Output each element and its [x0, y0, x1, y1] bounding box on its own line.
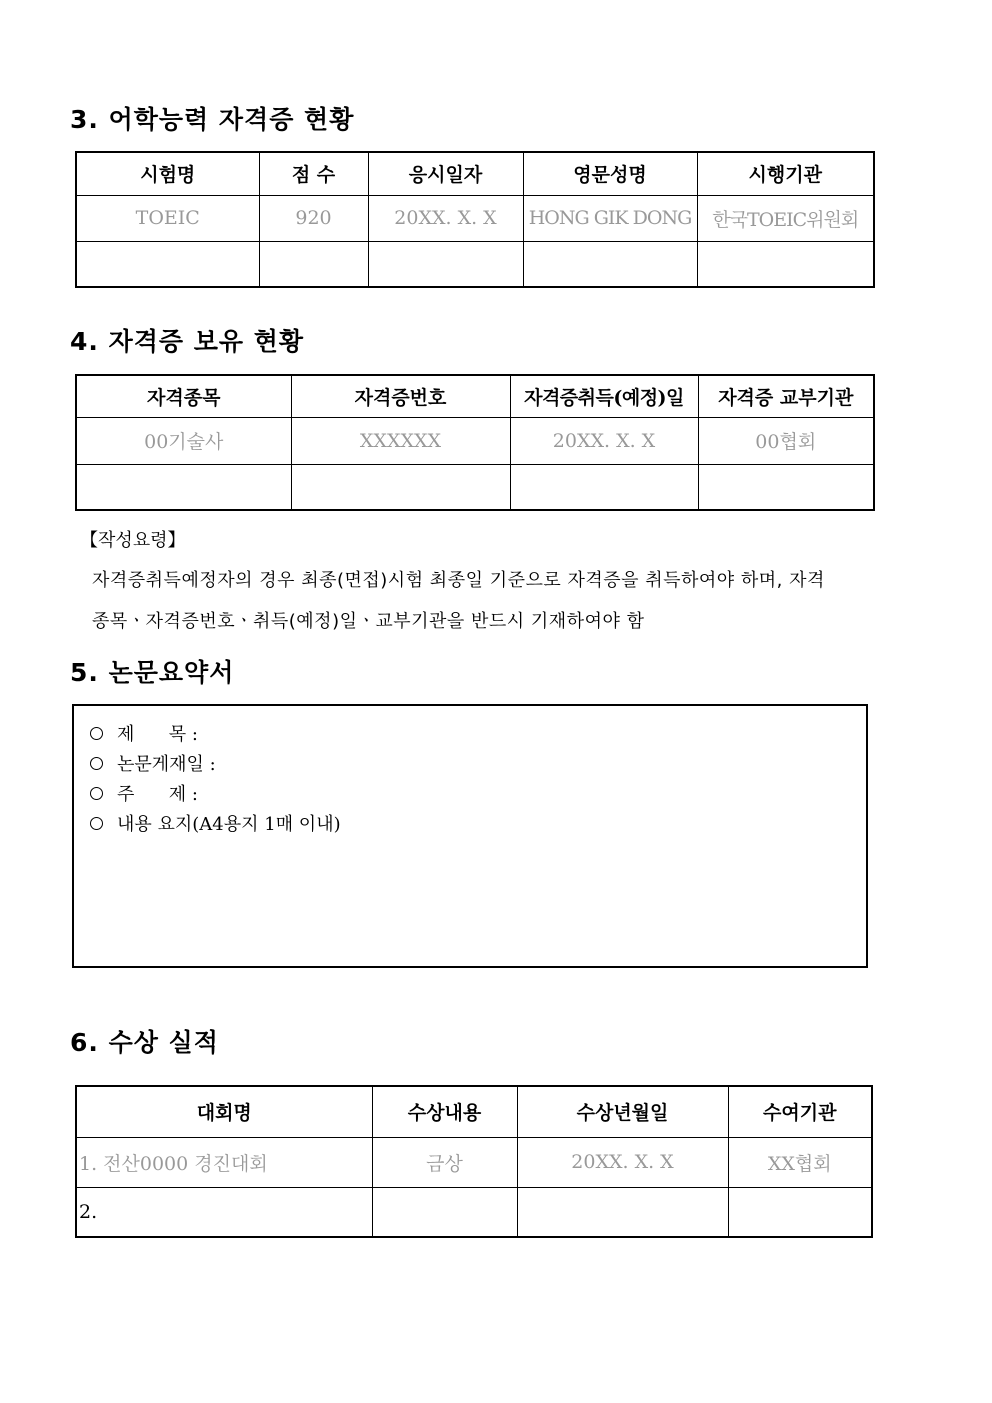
cell-award-issuer[interactable]: XX협회 [728, 1137, 872, 1187]
thesis-subject-line: 주 제 : [90, 780, 198, 806]
section-3-title: 3. 어학능력 자격증 현황 [70, 105, 355, 134]
cell-exam-date[interactable]: 20XX. X. X [368, 195, 523, 241]
cell-score[interactable] [259, 241, 368, 287]
circle-bullet-icon [90, 727, 103, 740]
cell-english-name[interactable]: HONG GIK DONG [523, 195, 697, 241]
cell-exam-name[interactable]: TOEIC [76, 195, 259, 241]
header-score: 점 수 [259, 152, 368, 195]
thesis-content-summary-line: 내용 요지(A4용지 1매 이내) [90, 810, 341, 836]
cell-award-content[interactable] [372, 1187, 517, 1237]
header-cert-number: 자격증번호 [291, 375, 510, 417]
writing-guide-line-1: 자격증취득예정자의 경우 최종(면접)시험 최종일 기준으로 자격증을 취득하여야 하며, 자격 [92, 570, 825, 591]
section-6-title: 6. 수상 실적 [70, 1028, 219, 1057]
cell-cert-issuer[interactable] [698, 464, 874, 510]
writing-guide-title: 【작성요령】 [80, 530, 186, 551]
header-award-date: 수상년월일 [517, 1086, 728, 1137]
header-cert-type: 자격종목 [76, 375, 291, 417]
award-table [75, 1085, 873, 1238]
cell-cert-number[interactable]: XXXXXX [291, 417, 510, 464]
writing-guide-line-2: 종목ㆍ자격증번호ㆍ취득(예정)일ㆍ교부기관을 반드시 기재하여야 함 [92, 611, 645, 632]
table-row [76, 241, 874, 287]
cell-score[interactable]: 920 [259, 195, 368, 241]
certificate-table [75, 374, 875, 511]
thesis-publish-date-line: 논문게재일 : [90, 750, 216, 776]
header-competition-name: 대회명 [76, 1086, 372, 1137]
table-row [76, 1187, 872, 1237]
cell-exam-date[interactable] [368, 241, 523, 287]
table-row [76, 1137, 872, 1187]
table-row [76, 417, 874, 464]
header-cert-issuer: 자격증 교부기관 [698, 375, 874, 417]
header-exam-name: 시험명 [76, 152, 259, 195]
cell-cert-issuer[interactable]: 00협회 [698, 417, 874, 464]
table-row [76, 464, 874, 510]
cell-exam-name[interactable] [76, 241, 259, 287]
cell-competition-name[interactable]: 2. [76, 1187, 372, 1237]
cell-competition-name[interactable]: 1. 전산0000 경진대회 [76, 1137, 372, 1187]
language-cert-table [75, 151, 875, 288]
thesis-summary-box[interactable] [72, 704, 868, 968]
cell-cert-type[interactable]: 00기술사 [76, 417, 291, 464]
cell-award-date[interactable] [517, 1187, 728, 1237]
header-institution: 시행기관 [697, 152, 874, 195]
cell-cert-number[interactable] [291, 464, 510, 510]
header-award-issuer: 수여기관 [728, 1086, 872, 1137]
cell-cert-type[interactable] [76, 464, 291, 510]
circle-bullet-icon [90, 817, 103, 830]
thesis-title-line: 제 목 : [90, 720, 198, 746]
circle-bullet-icon [90, 757, 103, 770]
cell-cert-date[interactable] [510, 464, 698, 510]
header-cert-date: 자격증취득(예정)일 [510, 375, 698, 417]
header-english-name: 영문성명 [523, 152, 697, 195]
section-5-title: 5. 논문요약서 [70, 658, 235, 687]
section-4-title: 4. 자격증 보유 현황 [70, 327, 305, 356]
cell-institution[interactable]: 한국TOEIC위원회 [697, 195, 874, 241]
cell-award-issuer[interactable] [728, 1187, 872, 1237]
circle-bullet-icon [90, 787, 103, 800]
table-row [76, 195, 874, 241]
cell-cert-date[interactable]: 20XX. X. X [510, 417, 698, 464]
cell-award-date[interactable]: 20XX. X. X [517, 1137, 728, 1187]
cell-institution[interactable] [697, 241, 874, 287]
header-award-content: 수상내용 [372, 1086, 517, 1137]
cell-award-content[interactable]: 금상 [372, 1137, 517, 1187]
cell-english-name[interactable] [523, 241, 697, 287]
header-exam-date: 응시일자 [368, 152, 523, 195]
